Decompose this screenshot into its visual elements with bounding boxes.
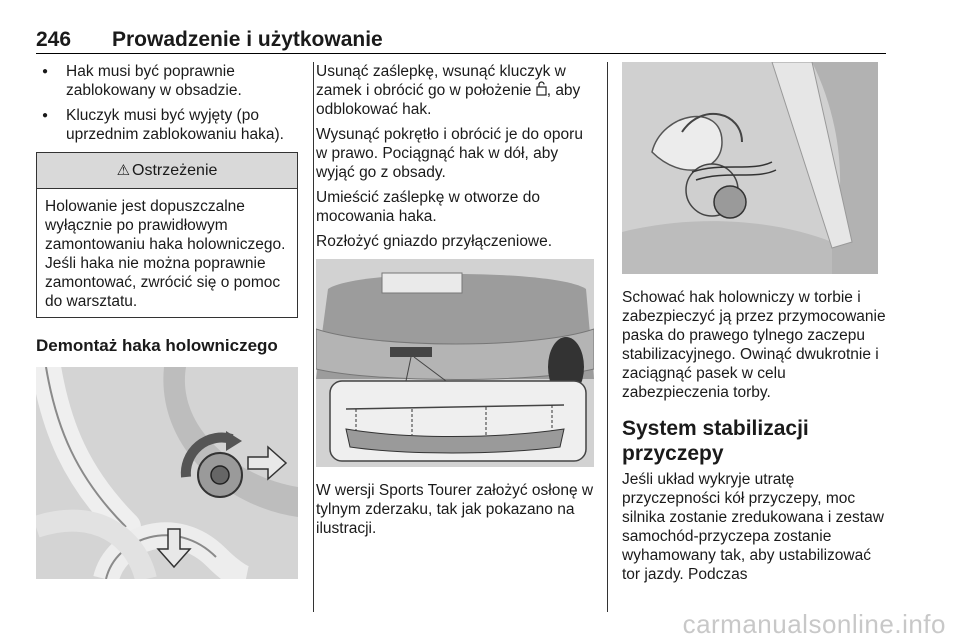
body-paragraph: Jeśli układ wykryje utratę przyczepności kół przyczepy, moc silnika zostanie zredukowana i zestaw samochód-przyczepa zostanie wyhamowany tak, aby ustabilizować tor jazdy. Podczas — [622, 471, 884, 583]
warning-header — [37, 153, 297, 189]
illustration-hook-removal — [36, 367, 298, 579]
column-right — [622, 62, 888, 590]
illustration-hook-bag — [622, 62, 878, 274]
illustration-rear-bumper — [316, 259, 594, 467]
instruction-text: Usunąć zaślepkę, wsunąć kluczyk w zamek i obrócić go w położenie — [316, 63, 566, 99]
requirements-list — [36, 62, 298, 144]
instruction-paragraph: Umieścić zaślepkę w otworze do mocowania haka. — [316, 189, 540, 225]
warning-title: Ostrzeżenie — [132, 162, 218, 179]
column-left — [36, 62, 298, 579]
warning-box — [36, 152, 298, 318]
instruction-paragraph — [316, 62, 594, 119]
section-heading-trailer-stability: System stabilizacji przyczepy — [622, 417, 809, 465]
list-item: ● Hak musi być poprawnie zablokowany w obsadzie. — [36, 62, 298, 100]
instruction-paragraph: Wysunąć pokrętło i obrócić je do oporu w prawo. Pociągnąć hak w dół, aby wyjąć go z obsady. — [316, 126, 583, 181]
instruction-text: , aby odblokować hak. — [316, 82, 581, 118]
column-divider — [607, 62, 608, 612]
warning-triangle-icon: ⚠ — [116, 162, 131, 179]
watermark: carmanualsonline.info — [682, 609, 946, 639]
instruction-paragraph: Schować hak holowniczy w torbie i zabezpieczyć ją przez przymocowanie paska do prawego tylnego zaczepu stabilizacyjnego. Owinąć dwukrotnie i zaciągnąć pasek w celu zabezpieczenia torby. — [622, 289, 886, 401]
page-number: 246 — [36, 28, 72, 51]
unlock-padlock-icon — [536, 82, 547, 99]
column-middle — [316, 62, 594, 544]
page-header — [36, 28, 886, 54]
list-item: ● Kluczyk musi być wyjęty (po uprzednim zablokowaniu haka). — [36, 106, 298, 144]
instruction-paragraph: W wersji Sports Tourer założyć osłonę w tylnym zderzaku, tak jak pokazano na ilustracji. — [316, 482, 594, 537]
subheading-removal: Demontaż haka holowniczego — [36, 336, 278, 355]
running-title: Prowadzenie i użytkowanie — [112, 28, 383, 51]
instruction-paragraph: Rozłożyć gniazdo przyłączeniowe. — [316, 233, 553, 250]
warning-text: Holowanie jest dopuszczalne wyłącznie po prawidłowym zamontowaniu haka holowniczego. Jeśli haka nie można poprawnie zamontować, zwrócić się o pomoc do warsztatu. — [45, 198, 286, 310]
column-divider — [313, 62, 314, 612]
